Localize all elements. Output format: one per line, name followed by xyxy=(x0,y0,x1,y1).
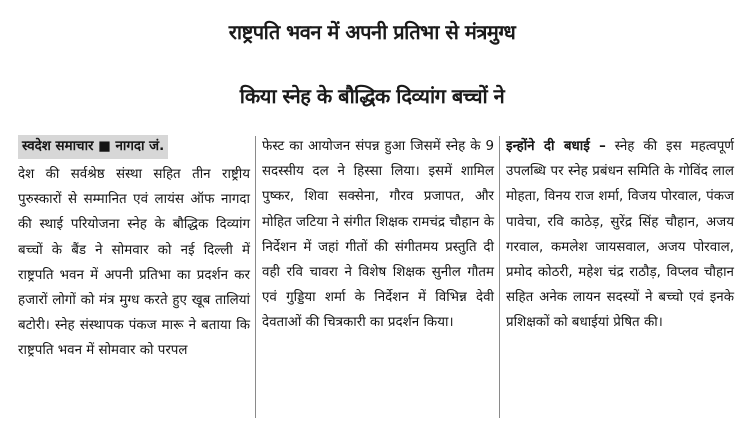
headline-line-1: राष्ट्रपति भवन में अपनी प्रतिभा से मंत्रमुग्ध xyxy=(228,20,516,44)
headline-line-2: किया स्नेह के बौद्धिक दिव्यांग बच्चों ने xyxy=(239,84,505,108)
column-2-text: फेस्ट का आयोजन संपन्न हुआ जिसमें स्नेह के 9 सदस्सीय दल ने हिस्सा लिया। इसमें शामिल पुष्कर, शिवा सक्सेना, गौरव प्रजापत, और मोहित जटिया ने संगीत शिक्षक रामचंद्र चौहान के निर्देशन में जहां गीतों की संगीतमय प्रस्तुति दी वही रवि चावरा ने विशेष शिक्षक सुनील गौतम एवं गुड्डिया शर्मा के निर्देशन में विभिन्न देवी देवताओं की चित्रकारी का प्रदर्शन किया। xyxy=(262,139,494,331)
column-divider-2 xyxy=(499,136,500,418)
article-column-2 xyxy=(262,134,494,336)
congratulations-subheading: इन्होंने दी बधाई – xyxy=(506,139,606,154)
column-divider-1 xyxy=(255,136,256,418)
article-column-3 xyxy=(506,134,734,336)
article-column-1 xyxy=(18,134,250,364)
column-3-text: स्नेह की इस महत्वपूर्ण उपलब्धि पर स्नेह प्रबंधन समिति के गोविंद लाल मोहता, विनय राज शर्मा, विजय पोरवाल, पंकज पावेचा, रवि काठेड़, सुरेंद्र सिंह चौहान, अजय गरवाल, कमलेश जायसवाल, अजय पोरवाल, प्रमोद कोठरी, महेश चंद्र राठौड़, विप्लव चौहान सहित अनेक लायन सदस्यों ने बच्चो एवं इनके प्रशिक्षकों को बधाईयां प्रेषित की। xyxy=(506,139,734,331)
column-1-text: देश की सर्वश्रेष्ठ संस्था सहित तीन राष्ट्रीय पुरुस्कारों से सम्मानित एवं लायंस ऑफ नागदा की स्थाई परियोजना स्नेह के बौद्धिक दिव्यांग बच्चों के बैंड ने सोमवार को नई दिल्ली में राष्ट्रपति भवन में अपनी प्रतिभा का प्रदर्शन कर हजारों लोगों को मंत्र मुग्ध करते हुए खूब तालियां बटोरी। स्नेह संस्थापक पंकज मारू ने बताया कि राष्ट्रपति भवन में सोमवार को परपल xyxy=(18,167,250,359)
byline: स्वदेश समाचार ■ नागदा जं. xyxy=(18,135,168,159)
column-3-paragraph xyxy=(506,134,734,336)
